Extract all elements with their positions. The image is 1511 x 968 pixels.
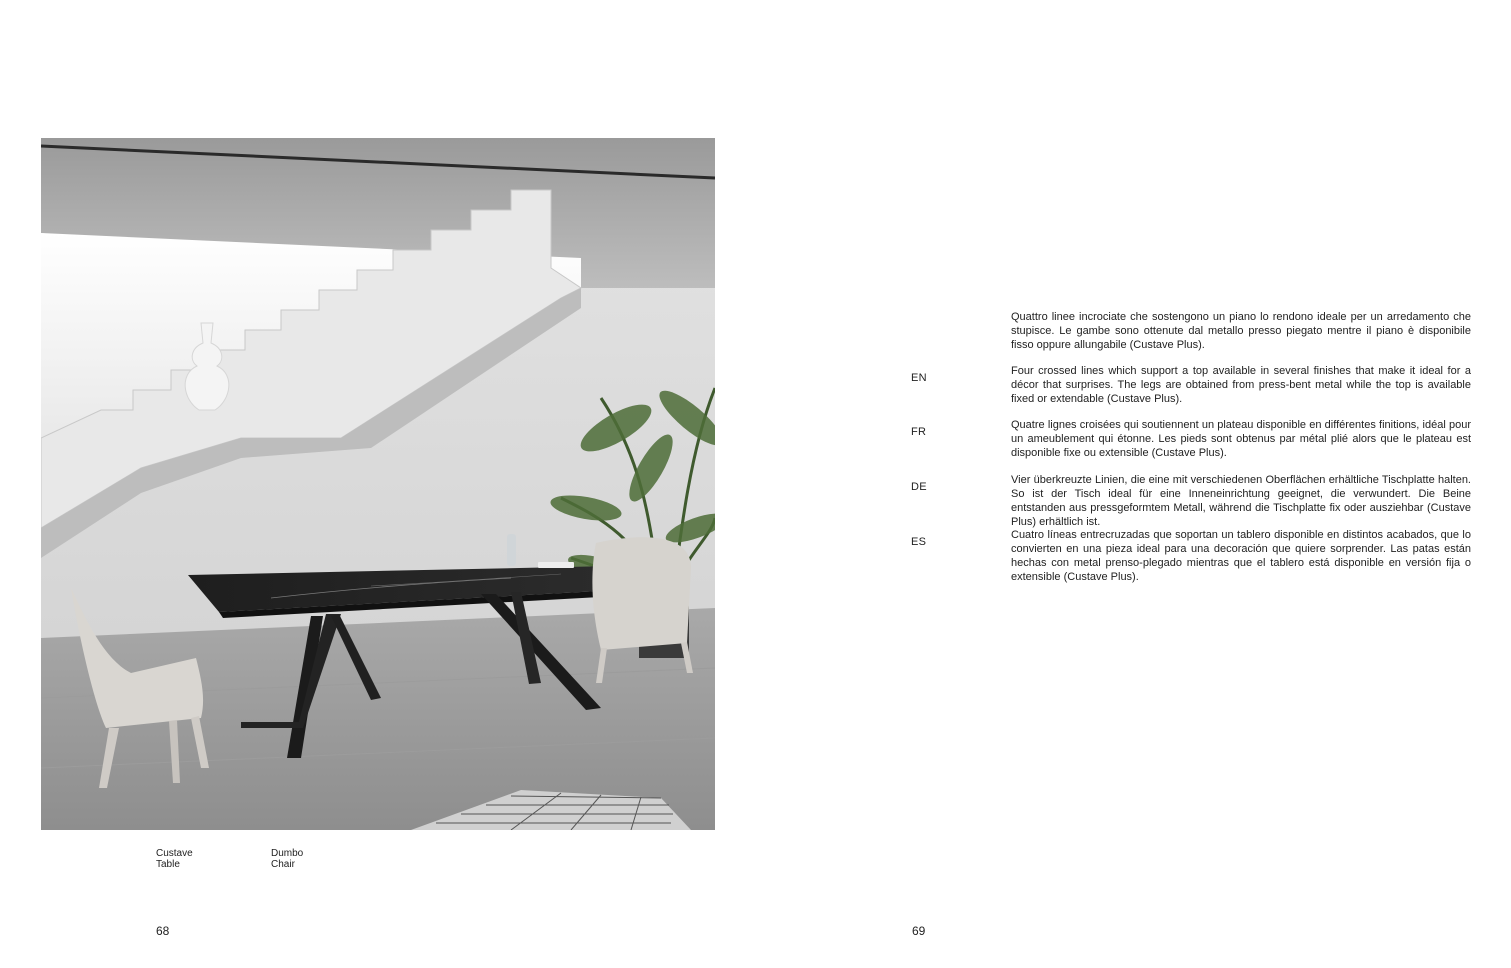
description-en: Four crossed lines which support a top available in several finishes that make it ideal for a décor that surprises. The legs are obtained from press-bent metal while the top is available fixed or extendable (Custave Plus).: [1011, 365, 1471, 405]
caption-product-name: Dumbo: [271, 848, 304, 859]
lang-label-fr: FR: [911, 426, 927, 438]
description-es: Cuatro líneas entrecruzadas que soportan un tablero disponible en distintos acabados, que lo convierten en una pieza ideal para una decoración que quiere sorprender. Las patas están hechas con metal prenso-plegado mientras que el tablero está disponible en versión fija o extensible (Custave Plus).: [1011, 529, 1471, 583]
description-fr: Quatre lignes croisées qui soutiennent un plateau disponible en différentes finitions, idéal pour un ameublement qui étonne. Les pieds sont obtenus par métal plié alors que le plateau est disponible fixe ou extensible (Custave Plus).: [1011, 419, 1471, 459]
caption-product-type: Table: [156, 859, 180, 870]
product-photo: [41, 138, 715, 830]
room-scene-illustration: [41, 138, 715, 830]
page-number-right: 69: [912, 924, 926, 938]
description-de: Vier überkreuzte Linien, die eine mit verschiedenen Oberflächen erhältliche Tischplatte halten. So ist der Tisch ideal für eine Inneneinrichtung geeignet, die verwundert. Die Beine entstanden aus pressgeformtem Metall, während die Tischplatte fix oder ausziehbar (Custave Plus) erhältlich ist.: [1011, 474, 1471, 528]
caption-product-type: Chair: [271, 859, 295, 870]
page-number-left: 68: [156, 924, 170, 938]
lang-label-en: EN: [911, 372, 927, 384]
lang-label-de: DE: [911, 481, 927, 493]
caption-product-name: Custave: [156, 848, 193, 859]
lang-label-es: ES: [911, 536, 927, 548]
caption-custave-table: [156, 848, 193, 870]
caption-dumbo-chair: [271, 848, 303, 870]
description-it: Quattro linee incrociate che sostengono un piano lo rendono ideale per un arredamento che stupisce. Le gambe sono ottenute dal metallo presso piegato mentre il piano è disponibile fisso oppure allungabile (Custave Plus).: [1011, 311, 1471, 351]
